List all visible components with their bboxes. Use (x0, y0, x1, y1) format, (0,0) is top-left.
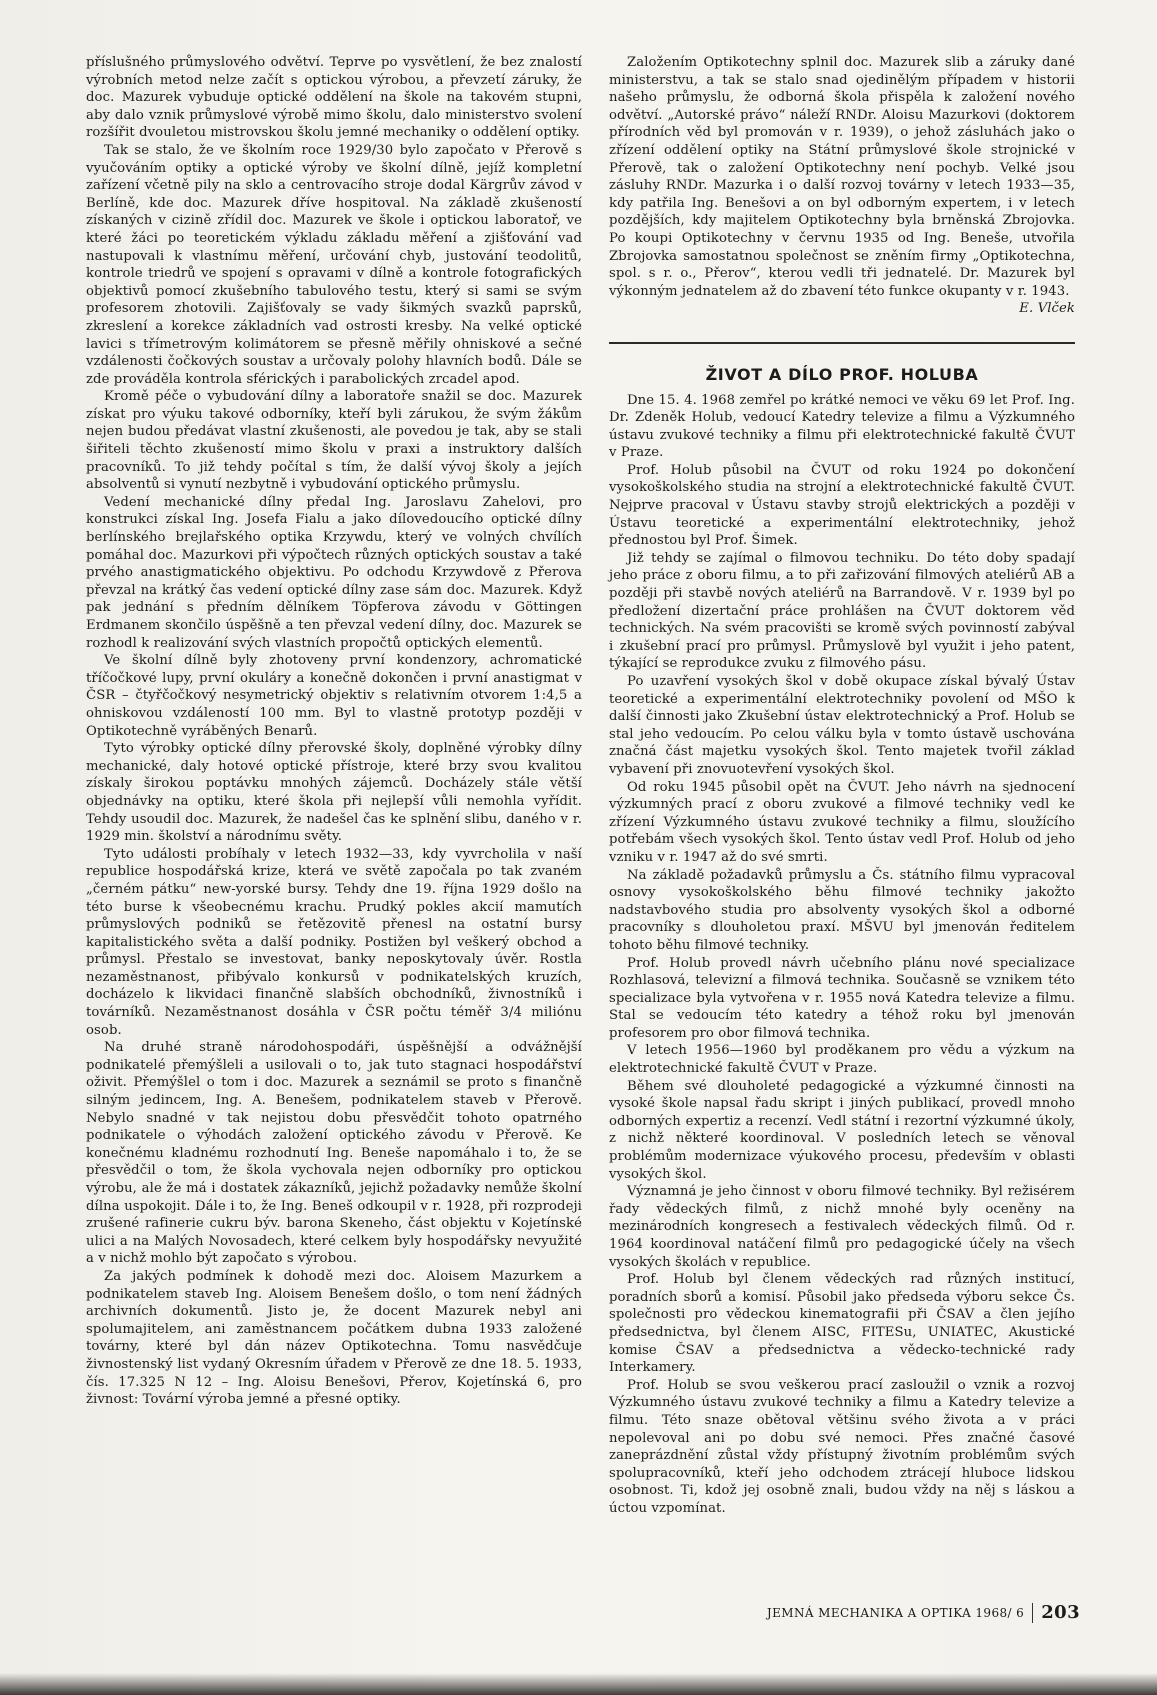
paragraph: Již tehdy se zajímal o filmovou techniku. Do této doby spadají jeho práce z oboru filmu, a to při zařizování filmových ateliérů AB a později při stavbě nových ateliérů na Barrandově. V r. 1939 byl po předložení dizertační práce prohlášen na ČVUT doktorem věd technických. Na svém pracovišti se kromě svých povinností zabýval i zkušební prací pro průmysl. Průmyslově byl využit i jeho patent, týkající se reprodukce zvuku z filmového pásu. (609, 550, 1075, 672)
paragraph: Za jakých podmínek k dohodě mezi doc. Aloisem Mazurkem a podnikatelem staveb Ing. Aloisem Benešem došlo, o tom není žádných archivních dokumentů. Jisto je, že docent Mazurek nebyl ani spolumajitelem, ani zaměstnancem počátkem dubna 1933 založené továrny, které byl dán název Optikotechna. Tomu nasvědčuje živnostenský list vydaný Okresním úřadem v Přerově ze dne 18. 5. 1933, čís. 17.325 N 12 – Ing. Aloisu Benešovi, Přerov, Kojetínská 6, pro živnost: Tovární výroba jemné a přesné optiky. (86, 1268, 582, 1408)
paragraph: příslušného průmyslového odvětví. Teprve po vysvětlení, že bez znalostí výrobních metod nelze začít s optickou výrobou, a převzetí záruky, že doc. Mazurek vybuduje optické oddělení na škole na takovém stupni, aby dalo vznik průmyslové výrobě mimo školu, dalo ministerstvo svolení rozšířit dvouletou mistrovskou školu jemné mechaniky o oddělení optiky. (86, 55, 582, 141)
paragraph: Kromě péče o vybudování dílny a laboratoře snažil se doc. Mazurek získat pro výuku takové odborníky, kteří byli zárukou, že svým žákům nejen budou předávat vlastní zkušenosti, ale povedou je tak, aby se stali šiřiteli těchto zkušeností mimo školu v praxi a instruktory dalších pracovníků. To již tehdy počítal s tím, že další vývoj školy a jejích absolventů si vynutí nezbytně i vybudování optického průmyslu. (86, 389, 582, 493)
journal-name: JEMNÁ MECHANIKA A OPTIKA 1968/ 6 (766, 1605, 1025, 1620)
right-column (609, 54, 1075, 1518)
section-divider (609, 342, 1075, 344)
paragraph: Na základě požadavků průmyslu a Čs. státního filmu vypracoval osnovy vysokoškolského běhu filmové techniky jakožto nadstavbového studia pro absolventy vysokých škol a odborné pracovníky s dlouholetou praxí. MŠVU byl jmenován ředitelem tohoto běhu filmové techniky. (609, 867, 1075, 953)
paragraph: Na druhé straně národohospodáři, úspěšnější a odvážnější podnikatelé přemýšleli a usilovali o to, jak tuto stagnaci hospodářství oživit. Přemýšlel o tom i doc. Mazurek a seznámil se proto s finančně silným jedincem, Ing. A. Benešem, podnikatelem staveb v Přerově. Nebylo snadné v tak nejistou dobu přesvědčit tohoto opatrného podnikatele o výhodách založení optického závodu v Přerově. Ke konečnému kladnému rozhodnutí Ing. Beneše napomáhalo i to, že se přesvědčil o tom, že škola vychovala nejen odborníky pro optickou výrobu, ale že má i dostatek zákazníků, jejichž požadavky nemůže školní dílna uspokojit. Dále i to, že Ing. Beneš odkoupil v r. 1928, při rozprodeji zrušené rafinerie cukru býv. barona Skeneho, část objektu v Kojetínské ulici a na Malých Novosadech, které celkem byly hospodářsky nevyužité a v nichž mohlo být započato s výrobou. (86, 1040, 582, 1267)
paragraph: Tyto události probíhaly v letech 1932—33, kdy vyvrcholila v naší republice hospodářská krize, která ve světě započala po tak zvaném „černém pátku“ new-yorské bursy. Tehdy dne 19. října 1929 došlo na této burse k všeobecnému krachu. Prudký pokles akcií mamutích průmyslových podniků se řetězovitě přenesl na ostatní bursy kapitalistického světa a další podniky. Postižen byl veškerý obchod a průmysl. Přestalo se investovat, banky neposkytovaly úvěr. Rostla nezaměstnanost, přibývalo konkursů v podnikatelských kruzích, docházelo k likvidaci finančně slabších obchodníků, živnostníků i továrníků. Nezaměstnanost dosáhla v ČSR počtu téměř 3/4 miliónu osob. (86, 846, 582, 1038)
paragraph: Prof. Holub působil na ČVUT od roku 1924 po dokončení vysokoškolského studia na strojní a elektrotechnické fakultě ČVUT. Nejprve pracoval v Ústavu stavby strojů elektrických a později v Ústavu teoretické a experimentální elektrotechniky, jehož přednostou byl Prof. Šimek. (609, 462, 1075, 549)
paragraph: Tyto výrobky optické dílny přerovské školy, doplněné výrobky dílny mechanické, daly hotové optické přístroje, které brzy svou kvalitou získaly širokou poptávku mnohých zájemců. Docházely stále větší objednávky na optiku, které škola při nejlepší vůli nemohla vyřídit. Tehdy usoudil doc. Mazurek, že nadešel čas ke splnění slibu, daného v r. 1929 min. školství a národnímu světy. (86, 741, 582, 845)
author-signature: E. Vlček (1019, 301, 1075, 317)
footer-separator (1032, 1603, 1033, 1623)
paragraph: Vedení mechanické dílny předal Ing. Jaroslavu Zahelovi, pro konstrukci získal Ing. Josefa Fialu a jako dílovedoucího optické dílny berlínského brejlařského optika Krzywdu, který ve volných chvílích pomáhal doc. Mazurkovi při výpočtech různých optických soustav a také prvého anastigmatického objektivu. Po odchodu Krzywdově z Přerova převzal na krátký čas vedení optické dílny zase sám doc. Mazurek. Když pak jednání s předním dělníkem Töpferova závodu v Göttingen Erdmanem skončilo úspěšně a ten převzal vedení dílny, doc. Mazurek se rozhodl k realizování svých vlastních propočtů optických elementů. (86, 494, 582, 651)
paragraph: Významná je jeho činnost v oboru filmové techniky. Byl režisérem řady vědeckých filmů, z nichž mnohé byly oceněny na mezinárodních kongresech a festivalech vědeckých filmů. Od r. 1964 koordinoval natáčení filmů pro pedagogické účely na všech vysokých školách v republice. (609, 1184, 1075, 1270)
left-column (86, 54, 582, 1409)
paragraph: Tak se stalo, že ve školním roce 1929/30 bylo započato v Přerově s vyučováním optiky a optické výroby ve školní dílně, jejíž kompletní zařízení včetně pily na sklo a centrovacího stroje dodal Kärgrův závod v Berlíně, kde doc. Mazurek dříve hospitoval. Na základě zkušeností získaných v cizině zřídil doc. Mazurek ve škole i optickou laboratoř, ve které žáci po teoretickém výkladu základu měření a zjišťování vad nastupovali k vlastnímu měření, určování chyb, justování teodolitů, kontrole triedrů ve spojení s opravami v dílně a kontrole fotografických objektivů pomocí zkušebního tabulového testu, který si sami se svým profesorem zhotovili. Zajišťovaly se vady šikmých svazků paprsků, zkreslení a korekce základních vad ostrosti kresby. Na velké optické lavici s třímetrovým kolimátorem se přesně měřily ohniskové a sečné vzdálenosti čočkových soustav a určovaly polohy hlavních bodů. Dále se zde prováděla kontrola sférických i parabolických zrcadel apod. (86, 142, 582, 387)
paragraph: Po uzavření vysokých škol v době okupace získal bývalý Ústav teoretické a experimentální elektrotechniky povolení od MŠO k další činnosti jako Zkušební ústav elektrotechnický a Prof. Holub se stal jeho vedoucím. Po celou válku byla v tomto ústavě uschována značná část majetku vysokých škol. Tento majetek tvořil základ vybavení při znovuotevření vysokých škol. (609, 674, 1075, 777)
paragraph: Prof. Holub byl členem vědeckých rad různých institucí, poradních sborů a komisí. Působil jako předseda výboru sekce Čs. společnosti pro vědeckou kinematografii při ČSAV a člen jejího předsednictva, byl členem AISC, FITESu, UNIATEC, Akustické komise ČSAV a předsednictva a vědecko-technické rady Interkamery. (609, 1272, 1075, 1376)
paragraph: Od roku 1945 působil opět na ČVUT. Jeho návrh na sjednocení výzkumných prací z oboru zvukové a filmové techniky vedl ke zřízení Výzkumného ústavu zvukové techniky a filmu, sloužícího potřebám všech vysokých škol. Tento ústav vedl Prof. Holub od jeho vzniku v r. 1947 až do své smrti. (609, 779, 1075, 865)
paragraph: Dne 15. 4. 1968 zemřel po krátké nemoci ve věku 69 let Prof. Ing. Dr. Zdeněk Holub, vedoucí Katedry televize a filmu a Výzkumného ústavu zvukové techniky a filmu při elektrotechnické fakultě ČVUT v Praze. (609, 392, 1075, 461)
paragraph: Prof. Holub provedl návrh učebního plánu nové specializace Rozhlasová, televizní a filmová technika. Současně se vznikem této specializace byla vytvořena v r. 1955 nová Katedra televize a filmu. Stal se vedoucím této katedry a téhož roku byl jmenován profesorem pro obor filmová technika. (609, 955, 1075, 1041)
paragraph: Prof. Holub se svou veškerou prací zasloužil o vznik a rozvoj Výzkumného ústavu zvukové techniky a filmu a Katedry televize a filmu. Této snaze obětoval většinu svého života a v práci nepolevoval ani po dobu své nemoci. Přes značné časové zaneprázdnění zůstal vždy přístupný životním problémům svých spolupracovníků, kteří jeho odchodem ztrácejí hluboce lidskou osobnost. Ti, kdož jej osobně znali, budou vždy na něj s láskou a úctou vzpomínat. (609, 1377, 1075, 1516)
scan-edge-shadow (0, 1673, 1157, 1695)
paragraph: Založením Optikotechny splnil doc. Mazurek slib a záruky dané ministerstvu, a tak se stalo snad ojedinělým případem v historii našeho průmyslu, že odborná škola přispěla k založení nového odvětví. „Autorské právo“ náleží RNDr. Aloisu Mazurkovi (doktorem přírodních věd byl promován v r. 1939), o jehož zásluhách jako o zřízení oddělení optiky na Státní průmyslové škole strojnické v Přerově, tak o založení Optikotechny není pochyb. Velké jsou zásluhy RNDr. Mazurka i o další rozvoj továrny v letech 1933—35, kdy patřila Ing. Benešovi a on byl odborným expertem, i v letech pozdějších, kdy majitelem Optikotechny byla brněnská Zbrojovka. Po koupi Optikotechny v červnu 1935 od Ing. Beneše, utvořila Zbrojovka samostatnou společnost se zněním firmy „Optikotechna, spol. s r. o., Přerov“, kterou vedli tři jednatelé. Dr. Mazurek byl výkonným jednatelem až do zbavení této funkce okupanty v r. 1943. (609, 55, 1075, 299)
paragraph: Během své dlouholeté pedagogické a výzkumné činnosti na vysoké škole napsal řadu skript i jiných publikací, provedl mnoho odborných expertiz a recenzí. Vedl státní i rezortní výzkumné úkoly, z nichž některé koordinoval. V posledních letech se věnoval problémům modernizace výukového procesu, především v oblasti vysokých škol. (609, 1078, 1075, 1182)
paragraph: Ve školní dílně byly zhotoveny první kondenzory, achromatické tříčočkové lupy, první okuláry a konečně dokončen i první anastigmat v ČSR – čtyřčočkový nesymetrický objektiv s relativním otvorem 1:4,5 a ohniskovou vzdáleností 100 mm. Byl to vlastně prototyp později v Optikotechně vyráběných Benarů. (86, 653, 582, 739)
page-number: 203 (1041, 1602, 1080, 1623)
article-heading: ŽIVOT A DÍLO PROF. HOLUBA (705, 364, 979, 384)
page-footer (760, 1602, 1080, 1623)
paragraph: V letech 1956—1960 byl proděkanem pro vědu a výzkum na elektrotechnické fakultě ČVUT v Praze. (609, 1043, 1075, 1077)
